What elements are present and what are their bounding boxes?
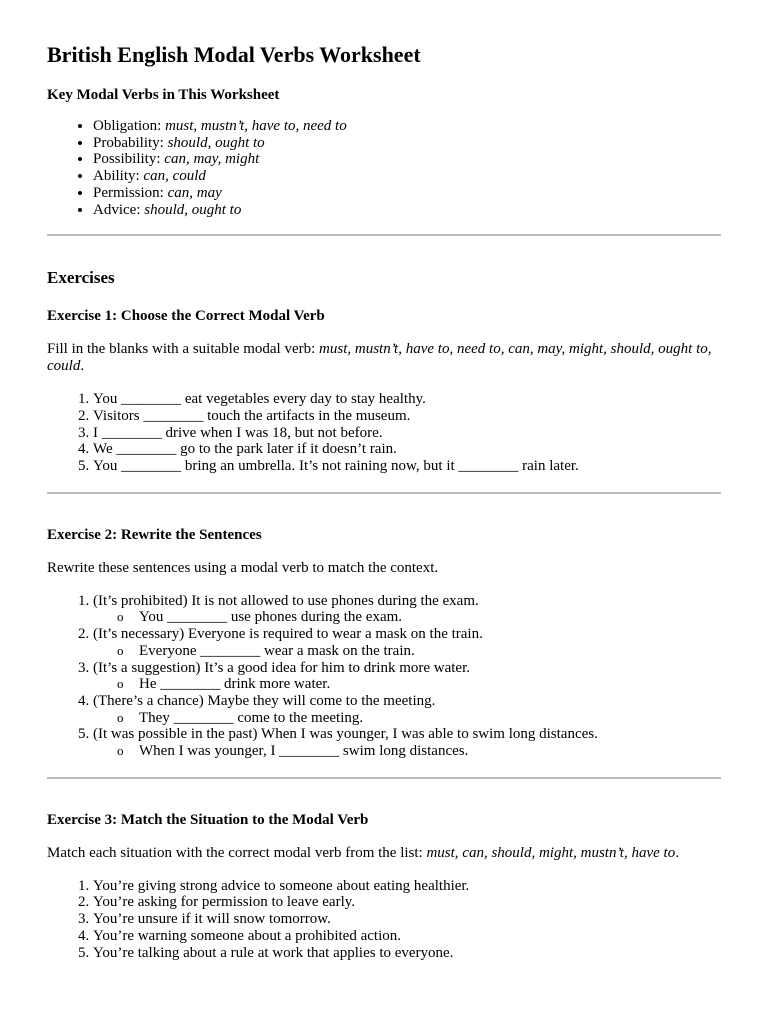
exercise-item-text: (There’s a chance) Maybe they will come to the meeting. [93, 692, 436, 709]
exercise-2-list [47, 593, 721, 760]
exercise-item: 3. You’re unsure if it will snow tomorrow. [93, 911, 721, 928]
exercise-item-text: (It’s necessary) Everyone is required to wear a mask on the train. [93, 626, 483, 643]
list-item-label: Permission: [93, 184, 168, 201]
exercise-1-title: Exercise 1: Choose the Correct Modal Verb [47, 308, 325, 325]
list-item [93, 185, 721, 202]
exercise-item [93, 726, 721, 759]
divider [47, 234, 721, 236]
list-item [93, 135, 721, 152]
rewrite-line: o They ________ come to the meeting. [139, 710, 721, 727]
exercise-item [93, 593, 721, 626]
exercise-item: 3. I ________ drive when I was 18, but not before. [93, 425, 721, 442]
exercise-2-instruction: Rewrite these sentences using a modal verb to match the context. [47, 559, 439, 576]
exercise-item: 5. You ________ bring an umbrella. It’s not raining now, but it ________ rain later. [93, 458, 721, 475]
instruction-text: Fill in the blanks with a suitable modal verb: [47, 341, 320, 358]
list-item-verbs: can, may, might [164, 151, 260, 168]
worksheet-page [47, 40, 721, 961]
list-item-label: Advice: [93, 201, 145, 218]
exercise-item-text: (It’s a suggestion) It’s a good idea for him to drink more water. [93, 659, 470, 676]
list-item-verbs: can, could [143, 168, 206, 185]
divider [47, 492, 721, 494]
divider [47, 777, 721, 779]
instruction-suffix: . [675, 844, 679, 861]
exercise-item: 1. You’re giving strong advice to someone about eating healthier. [93, 878, 721, 895]
list-item [93, 168, 721, 185]
rewrite-line: o Everyone ________ wear a mask on the train. [139, 643, 721, 660]
list-item-verbs: can, may [167, 184, 222, 201]
exercise-item [93, 660, 721, 693]
list-item [93, 202, 721, 219]
key-verbs-heading: Key Modal Verbs in This Worksheet [47, 87, 280, 103]
page-title: British English Modal Verbs Worksheet [47, 42, 421, 67]
exercise-item-text: (It’s prohibited) It is not allowed to use phones during the exam. [93, 592, 479, 609]
list-item [93, 151, 721, 168]
exercise-item: 4. We ________ go to the park later if it doesn’t rain. [93, 441, 721, 458]
instruction-verbs: must, can, should, might, mustn’t, have to [426, 844, 676, 861]
list-item-verbs: should, ought to [167, 134, 265, 151]
list-item-label: Obligation: [93, 118, 166, 134]
exercise-3-list [47, 878, 721, 962]
exercise-item [93, 693, 721, 726]
exercise-item-text: (It was possible in the past) When I was younger, I was able to swim long distances. [93, 726, 598, 743]
exercise-2-title: Exercise 2: Rewrite the Sentences [47, 526, 262, 543]
list-item-label: Possibility: [93, 151, 165, 168]
exercise-item [93, 626, 721, 659]
exercise-3-instruction [47, 845, 721, 862]
list-item-label: Probability: [93, 134, 168, 151]
exercise-item: 2. You’re asking for permission to leave early. [93, 894, 721, 911]
exercise-item: 2. Visitors ________ touch the artifacts in the museum. [93, 408, 721, 425]
exercise-item: 4. You’re warning someone about a prohibited action. [93, 928, 721, 945]
instruction-verbs: must, mustn’t, have to, need to, can, may, might, should, ought to, could [47, 341, 712, 375]
rewrite-line: o When I was younger, I ________ swim long distances. [139, 743, 721, 760]
exercise-1-instruction [47, 341, 721, 375]
list-item-verbs: must, mustn’t, have to, need to [165, 118, 347, 134]
key-verbs-list [47, 118, 721, 218]
exercises-heading: Exercises [47, 268, 115, 288]
list-item [93, 118, 721, 135]
instruction-text: Match each situation with the correct modal verb from the list: [47, 844, 427, 861]
rewrite-line: o He ________ drink more water. [139, 676, 721, 693]
list-item-verbs: should, ought to [144, 201, 242, 218]
rewrite-line: o You ________ use phones during the exam. [139, 609, 721, 626]
list-item-label: Ability: [93, 168, 144, 185]
exercise-item: 1. You ________ eat vegetables every day to stay healthy. [93, 391, 721, 408]
instruction-suffix: . [80, 358, 85, 375]
exercise-item: 5. You’re talking about a rule at work that applies to everyone. [93, 945, 721, 962]
exercise-3-title: Exercise 3: Match the Situation to the Modal Verb [47, 811, 369, 828]
exercise-1-list [47, 391, 721, 475]
